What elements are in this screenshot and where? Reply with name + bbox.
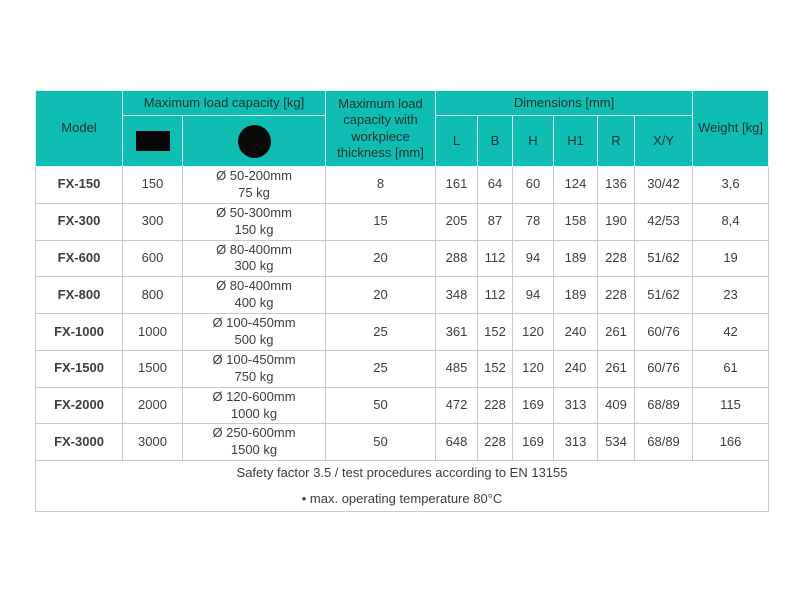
header-row-top	[36, 91, 769, 116]
circle-load-range: Ø 50-200mm	[216, 168, 292, 183]
cell-weight: 166	[693, 424, 769, 461]
circle-load-range: Ø 250-600mm	[212, 425, 296, 441]
circle-load-value: 150 kg	[234, 221, 274, 237]
col-header-dimensions: Dimensions [mm]	[436, 91, 693, 116]
cell-H: 78	[513, 203, 554, 240]
table-row	[36, 277, 769, 314]
cell-rect-load: 800	[123, 277, 183, 314]
cell-R: 261	[598, 350, 635, 387]
cell-model: FX-800	[36, 277, 123, 314]
cell-H: 94	[513, 277, 554, 314]
cell-R: 534	[598, 424, 635, 461]
col-header-weight: Weight [kg]	[693, 91, 769, 167]
col-header-circle-load	[183, 116, 326, 167]
circle-load-range: Ø 100-450mm	[212, 351, 296, 367]
cell-B: 112	[478, 277, 513, 314]
cell-H1: 240	[554, 314, 598, 351]
cell-R: 190	[598, 203, 635, 240]
cell-circle-load	[183, 387, 326, 424]
cell-H: 94	[513, 240, 554, 277]
col-header-rect-load	[123, 116, 183, 167]
cell-L: 205	[436, 203, 478, 240]
cell-circle-load	[183, 240, 326, 277]
circle-load-range: Ø 80-400mm	[216, 278, 292, 294]
cell-H: 60	[513, 167, 554, 204]
cell-XY: 68/89	[635, 387, 693, 424]
table-row	[36, 314, 769, 351]
cell-rect-load: 1500	[123, 350, 183, 387]
cell-circle-load	[183, 277, 326, 314]
cell-model: FX-1000	[36, 314, 123, 351]
cell-L: 485	[436, 350, 478, 387]
cell-circle-load	[183, 424, 326, 461]
cell-rect-load: 600	[123, 240, 183, 277]
cell-H1: 189	[554, 277, 598, 314]
cell-weight: 61	[693, 350, 769, 387]
table-row	[36, 350, 769, 387]
cell-L: 472	[436, 387, 478, 424]
col-header-L: L	[436, 116, 478, 167]
circle-load-range: Ø 100-450mm	[212, 315, 296, 331]
table-body	[36, 167, 769, 461]
cell-workpiece: 25	[326, 314, 436, 351]
cell-workpiece: 20	[326, 277, 436, 314]
cell-XY: 51/62	[635, 240, 693, 277]
cell-XY: 60/76	[635, 314, 693, 351]
col-header-B: B	[478, 116, 513, 167]
cell-model: FX-3000	[36, 424, 123, 461]
col-header-H1: H1	[554, 116, 598, 167]
col-header-H: H	[513, 116, 554, 167]
cell-XY: 42/53	[635, 203, 693, 240]
cell-weight: 42	[693, 314, 769, 351]
cell-R: 261	[598, 314, 635, 351]
rectangle-icon	[136, 131, 170, 151]
cell-weight: 8,4	[693, 203, 769, 240]
circle-load-value: 75 kg	[238, 184, 270, 200]
cell-B: 228	[478, 387, 513, 424]
cell-weight: 19	[693, 240, 769, 277]
cell-H: 169	[513, 424, 554, 461]
cell-weight: 115	[693, 387, 769, 424]
cell-workpiece: 50	[326, 424, 436, 461]
table-footer	[36, 461, 769, 512]
col-header-XY: X/Y	[635, 116, 693, 167]
cell-circle-load	[183, 314, 326, 351]
cell-model: FX-1500	[36, 350, 123, 387]
cell-weight: 23	[693, 277, 769, 314]
safety-factor-note: Safety factor 3.5 / test procedures according to EN 13155	[236, 465, 568, 481]
cell-H1: 158	[554, 203, 598, 240]
footer-row	[36, 461, 769, 512]
product-spec-table	[35, 90, 769, 512]
cell-workpiece: 25	[326, 350, 436, 387]
cell-H: 169	[513, 387, 554, 424]
cell-circle-load	[183, 350, 326, 387]
cell-B: 112	[478, 240, 513, 277]
cell-rect-load: 2000	[123, 387, 183, 424]
cell-workpiece: 20	[326, 240, 436, 277]
circle-load-value: 300 kg	[234, 258, 274, 274]
circle-load-value: 1500 kg	[230, 442, 278, 458]
cell-B: 64	[478, 167, 513, 204]
cell-model: FX-600	[36, 240, 123, 277]
circle-load-value: 1000 kg	[230, 405, 278, 421]
cell-XY: 60/76	[635, 350, 693, 387]
cell-circle-load	[183, 203, 326, 240]
circle-load-value: 750 kg	[234, 368, 274, 384]
cell-B: 152	[478, 314, 513, 351]
col-header-R: R	[598, 116, 635, 167]
cell-weight: 3,6	[693, 167, 769, 204]
cell-R: 228	[598, 277, 635, 314]
cell-H1: 189	[554, 240, 598, 277]
cell-R: 409	[598, 387, 635, 424]
cell-rect-load: 150	[123, 167, 183, 204]
cell-XY: 30/42	[635, 167, 693, 204]
circle-load-value: 400 kg	[234, 295, 274, 311]
cell-L: 348	[436, 277, 478, 314]
cell-H1: 240	[554, 350, 598, 387]
cell-R: 228	[598, 240, 635, 277]
col-header-model: Model	[36, 91, 123, 167]
circle-load-range: Ø 80-400mm	[216, 241, 292, 257]
circle-icon	[238, 125, 271, 158]
cell-H1: 313	[554, 424, 598, 461]
table-row	[36, 240, 769, 277]
cell-L: 161	[436, 167, 478, 204]
cell-XY: 68/89	[635, 424, 693, 461]
table-row	[36, 387, 769, 424]
cell-H: 120	[513, 350, 554, 387]
cell-rect-load: 300	[123, 203, 183, 240]
cell-workpiece: 50	[326, 387, 436, 424]
cell-H: 120	[513, 314, 554, 351]
cell-L: 361	[436, 314, 478, 351]
cell-workpiece: 15	[326, 203, 436, 240]
cell-B: 152	[478, 350, 513, 387]
footer-notes-cell	[36, 461, 769, 512]
cell-rect-load: 1000	[123, 314, 183, 351]
circle-load-value: 500 kg	[234, 332, 274, 348]
cell-workpiece: 8	[326, 167, 436, 204]
cell-B: 87	[478, 203, 513, 240]
cell-model: FX-150	[36, 167, 123, 204]
table-row	[36, 203, 769, 240]
cell-H1: 124	[554, 167, 598, 204]
cell-L: 648	[436, 424, 478, 461]
cell-circle-load	[183, 167, 326, 204]
cell-R: 136	[598, 167, 635, 204]
col-header-max-load-workpiece: Maximum load capacity with workpiece thickness [mm]	[326, 91, 436, 167]
cell-B: 228	[478, 424, 513, 461]
table-row	[36, 424, 769, 461]
cell-model: FX-2000	[36, 387, 123, 424]
cell-H1: 313	[554, 387, 598, 424]
cell-model: FX-300	[36, 203, 123, 240]
table-row	[36, 167, 769, 204]
col-header-max-load: Maximum load capacity [kg]	[123, 91, 326, 116]
operating-temperature-note: • max. operating temperature 80°C	[301, 491, 503, 507]
cell-XY: 51/62	[635, 277, 693, 314]
cell-L: 288	[436, 240, 478, 277]
table-header	[36, 91, 769, 167]
circle-load-range: Ø 120-600mm	[212, 388, 296, 404]
circle-load-range: Ø 50-300mm	[216, 204, 292, 220]
cell-rect-load: 3000	[123, 424, 183, 461]
spec-table-container	[35, 90, 769, 512]
